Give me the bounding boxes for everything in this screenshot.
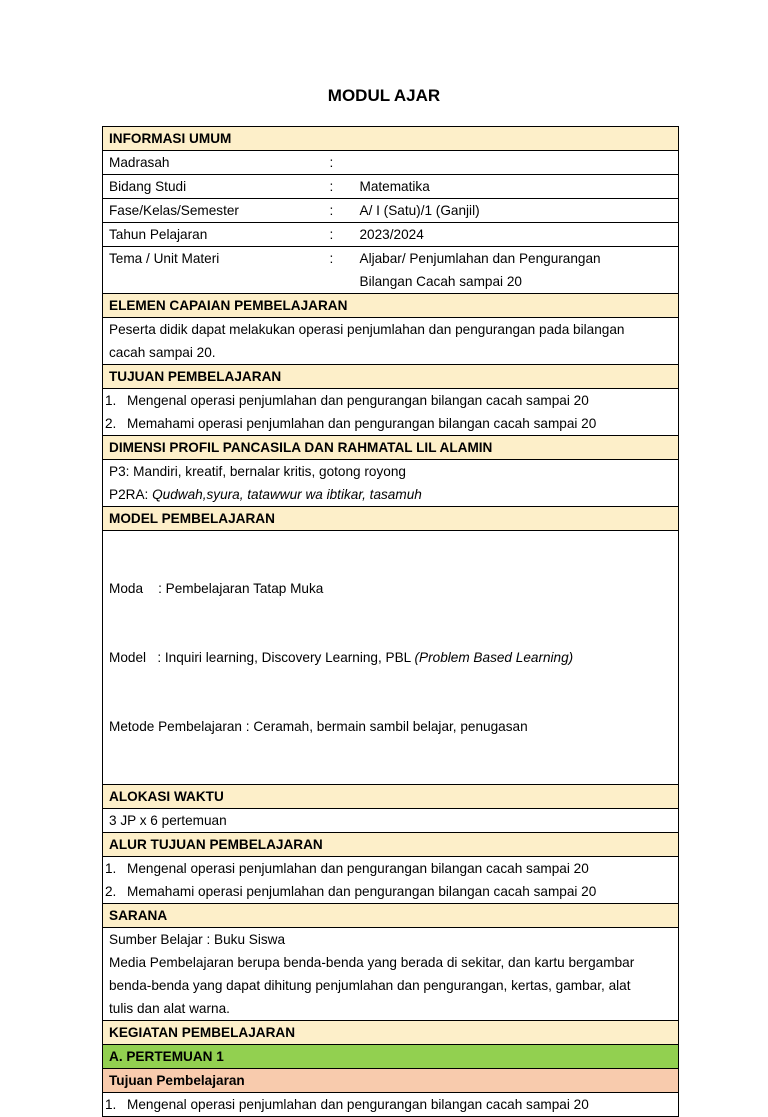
info-value-line: Aljabar/ Penjumlahan dan Pengurangan	[359, 251, 601, 266]
section-header-elemen-capaian: ELEMEN CAPAIAN PEMBELAJARAN	[103, 294, 679, 318]
dimensi-p2ra	[109, 483, 672, 506]
info-value-line: Bilangan Cacah sampai 20	[359, 274, 522, 289]
list-text: Mengenal operasi penjumlahan dan pengurangan bilangan cacah sampai 20	[127, 861, 589, 876]
list-text: Memahami operasi penjumlahan dan pengurangan bilangan cacah sampai 20	[127, 416, 597, 431]
alokasi-content	[103, 809, 679, 833]
dimensi-p2ra-label: P2RA:	[109, 487, 153, 502]
list-text: Mengenal operasi penjumlahan dan pengurangan bilangan cacah sampai 20	[127, 393, 589, 408]
info-separator: :	[330, 247, 354, 294]
info-value: A/ I (Satu)/1 (Ganjil)	[354, 199, 679, 223]
info-label: Madrasah	[103, 151, 330, 175]
elemen-line: cacah sampai 20.	[109, 345, 216, 360]
model-moda: Moda : Pembelajaran Tatap Muka	[109, 581, 324, 596]
dimensi-p2ra-value: Qudwah,syura, tatawwur wa ibtikar, tasamuh	[152, 487, 422, 502]
sarana-media-line: tulis dan alat warna.	[109, 1001, 230, 1016]
list-text: Mengenal operasi penjumlahan dan pengurangan bilangan cacah sampai 20	[127, 1097, 589, 1112]
list-item	[105, 389, 672, 412]
list-item	[105, 857, 672, 880]
sarana-media-line: benda-benda yang dapat dihitung penjumlahan dan pengurangan, kertas, gambar, alat	[109, 978, 631, 993]
list-number: 1.	[105, 1097, 117, 1112]
tujuan-content	[103, 389, 679, 436]
section-header-alur: ALUR TUJUAN PEMBELAJARAN	[103, 833, 679, 857]
list-item	[105, 1093, 672, 1116]
model-model-text: Model : Inquiri learning, Discovery Learning, PBL	[109, 650, 415, 665]
section-header-model: MODEL PEMBELAJARAN	[103, 507, 679, 531]
model-model	[109, 646, 672, 669]
info-value	[354, 151, 679, 175]
info-separator: :	[330, 199, 354, 223]
info-label: Tahun Pelajaran	[103, 223, 330, 247]
list-number: 2.	[105, 416, 117, 431]
info-separator: :	[330, 151, 354, 175]
info-value: Matematika	[354, 175, 679, 199]
sarana-media-line: Media Pembelajaran berupa benda-benda yang berada di sekitar, dan kartu bergambar	[109, 955, 635, 970]
info-label: Bidang Studi	[103, 175, 330, 199]
dimensi-p3: P3: Mandiri, kreatif, bernalar kritis, gotong royong	[109, 464, 406, 479]
alokasi-value: 3 JP x 6 pertemuan	[103, 809, 679, 833]
elemen-line: Peserta didik dapat melakukan operasi penjumlahan dan pengurangan pada bilangan	[109, 322, 625, 337]
list-item	[105, 412, 672, 435]
modul-table	[102, 126, 679, 1117]
info-row-tema-unit-materi	[103, 247, 679, 294]
info-row-madrasah	[103, 151, 679, 175]
list-text: Memahami operasi penjumlahan dan pengurangan bilangan cacah sampai 20	[127, 884, 597, 899]
info-value: 2023/2024	[354, 223, 679, 247]
info-row-bidang-studi	[103, 175, 679, 199]
list-number: 1.	[105, 861, 117, 876]
info-separator: :	[330, 175, 354, 199]
list-number: 1.	[105, 393, 117, 408]
model-content	[103, 531, 679, 785]
section-header-tujuan: TUJUAN PEMBELAJARAN	[103, 365, 679, 389]
section-header-kegiatan: KEGIATAN PEMBELAJARAN	[103, 1021, 679, 1045]
model-model-italic: (Problem Based Learning)	[414, 650, 574, 665]
section-header-sarana: SARANA	[103, 904, 679, 928]
dimensi-content	[103, 460, 679, 507]
info-separator: :	[330, 223, 354, 247]
sarana-content	[103, 928, 679, 1021]
kegiatan-content	[103, 1093, 679, 1117]
section-header-tujuan-pertemuan: Tujuan Pembelajaran	[103, 1069, 679, 1093]
elemen-content	[103, 318, 679, 365]
section-header-informasi-umum: INFORMASI UMUM	[103, 127, 679, 151]
info-label: Fase/Kelas/Semester	[103, 199, 330, 223]
info-value	[354, 247, 679, 294]
section-header-pertemuan-1: A. PERTEMUAN 1	[103, 1045, 679, 1069]
section-header-alokasi: ALOKASI WAKTU	[103, 785, 679, 809]
sarana-sumber: Sumber Belajar : Buku Siswa	[109, 932, 286, 947]
model-metode: Metode Pembelajaran : Ceramah, bermain sambil belajar, penugasan	[109, 719, 528, 734]
document-title: MODUL AJAR	[327, 86, 441, 105]
info-row-tahun-pelajaran	[103, 223, 679, 247]
list-item	[105, 880, 672, 903]
alur-content	[103, 857, 679, 904]
info-label: Tema / Unit Materi	[103, 247, 330, 294]
info-row-fase-kelas-semester	[103, 199, 679, 223]
list-number: 2.	[105, 884, 117, 899]
section-header-dimensi-profil: DIMENSI PROFIL PANCASILA DAN RAHMATAL LIL ALAMIN	[103, 436, 679, 460]
